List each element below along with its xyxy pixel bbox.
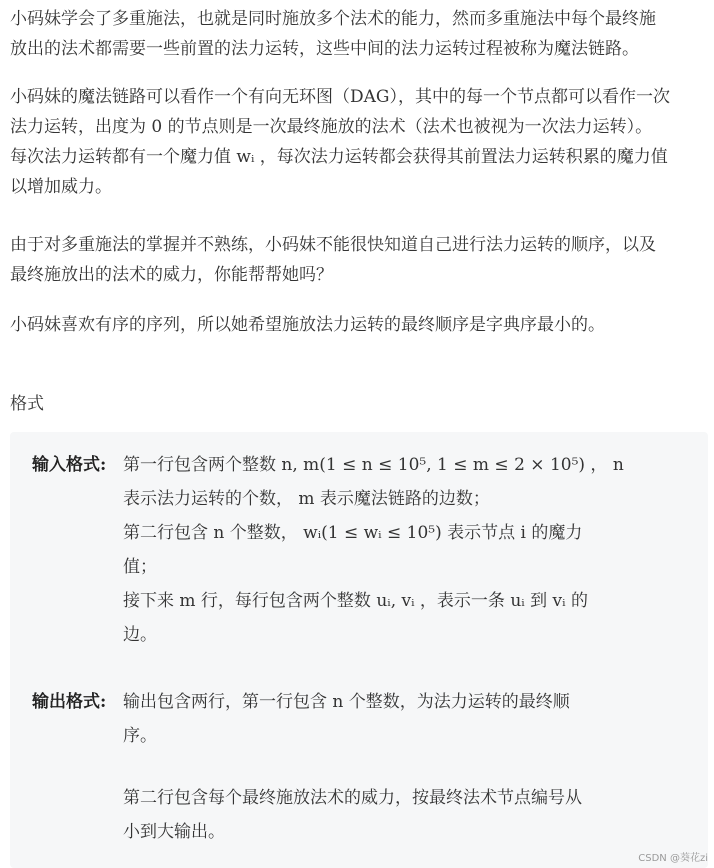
- output-format-label: 输出格式:: [32, 692, 107, 712]
- intro-paragraph-3: [10, 226, 656, 290]
- text-line: 以增加威力。: [10, 177, 112, 197]
- intro-paragraph-1: [10, 0, 656, 64]
- watermark: CSDN @葵花zi: [638, 853, 708, 864]
- text-line: 第一行包含两个整数 n, m(1 ≤ n ≤ 10⁵, 1 ≤ m ≤ 2 × 10⁵) ， n: [123, 455, 624, 475]
- output-format-body: [123, 685, 693, 753]
- text-line: 接下来 m 行，每行包含两个整数 uᵢ, vᵢ ，表示一条 uᵢ 到 vᵢ 的: [123, 591, 588, 611]
- text-line: 法力运转，出度为 0 的节点则是一次最终施放的法术（法术也被视为一次法力运转）。: [10, 117, 653, 137]
- intro-paragraph-2: [10, 78, 670, 202]
- input-format-body: [123, 448, 693, 652]
- output-format-body-2: [123, 781, 693, 849]
- text-line: 小码妹喜欢有序的序列，所以她希望施放法力运转的最终顺序是字典序最小的。: [10, 315, 605, 335]
- text-line: 第二行包含 n 个整数， wᵢ(1 ≤ wᵢ ≤ 10⁵) 表示节点 i 的魔力: [123, 523, 583, 543]
- text-line: 由于对多重施法的掌握并不熟练，小码妹不能很快知道自己进行法力运转的顺序，以及: [10, 235, 656, 255]
- text-line: 第二行包含每个最终施放法术的威力，按最终法术节点编号从: [123, 788, 582, 808]
- intro-paragraph-4: [10, 306, 605, 340]
- text-line: 输出包含两行，第一行包含 n 个整数，为法力运转的最终顺: [123, 692, 570, 712]
- text-line: 最终施放出的法术的威力，你能帮帮她吗？: [10, 265, 333, 285]
- text-line: 每次法力运转都有一个魔力值 wᵢ ，每次法力运转都会获得其前置法力运转积累的魔力值: [10, 147, 668, 167]
- text-line: 表示法力运转的个数， m 表示魔法链路的边数；: [123, 489, 490, 509]
- text-line: 放出的法术都需要一些前置的法力运转，这些中间的法力运转过程被称为魔法链路。: [10, 39, 639, 59]
- text-line: 边。: [123, 625, 157, 645]
- text-line: 小码妹学会了多重施法，也就是同时施放多个法术的能力，然而多重施法中每个最终施: [10, 9, 656, 29]
- section-heading: 格式: [10, 394, 44, 414]
- text-line: 小码妹的魔法链路可以看作一个有向无环图（DAG），其中的每一个节点都可以看作一次: [10, 87, 670, 107]
- text-line: 小到大输出。: [123, 822, 225, 842]
- text-line: 序。: [123, 726, 157, 746]
- text-line: 值；: [123, 557, 157, 577]
- format-box: [10, 432, 708, 868]
- input-format-label: 输入格式:: [32, 455, 107, 475]
